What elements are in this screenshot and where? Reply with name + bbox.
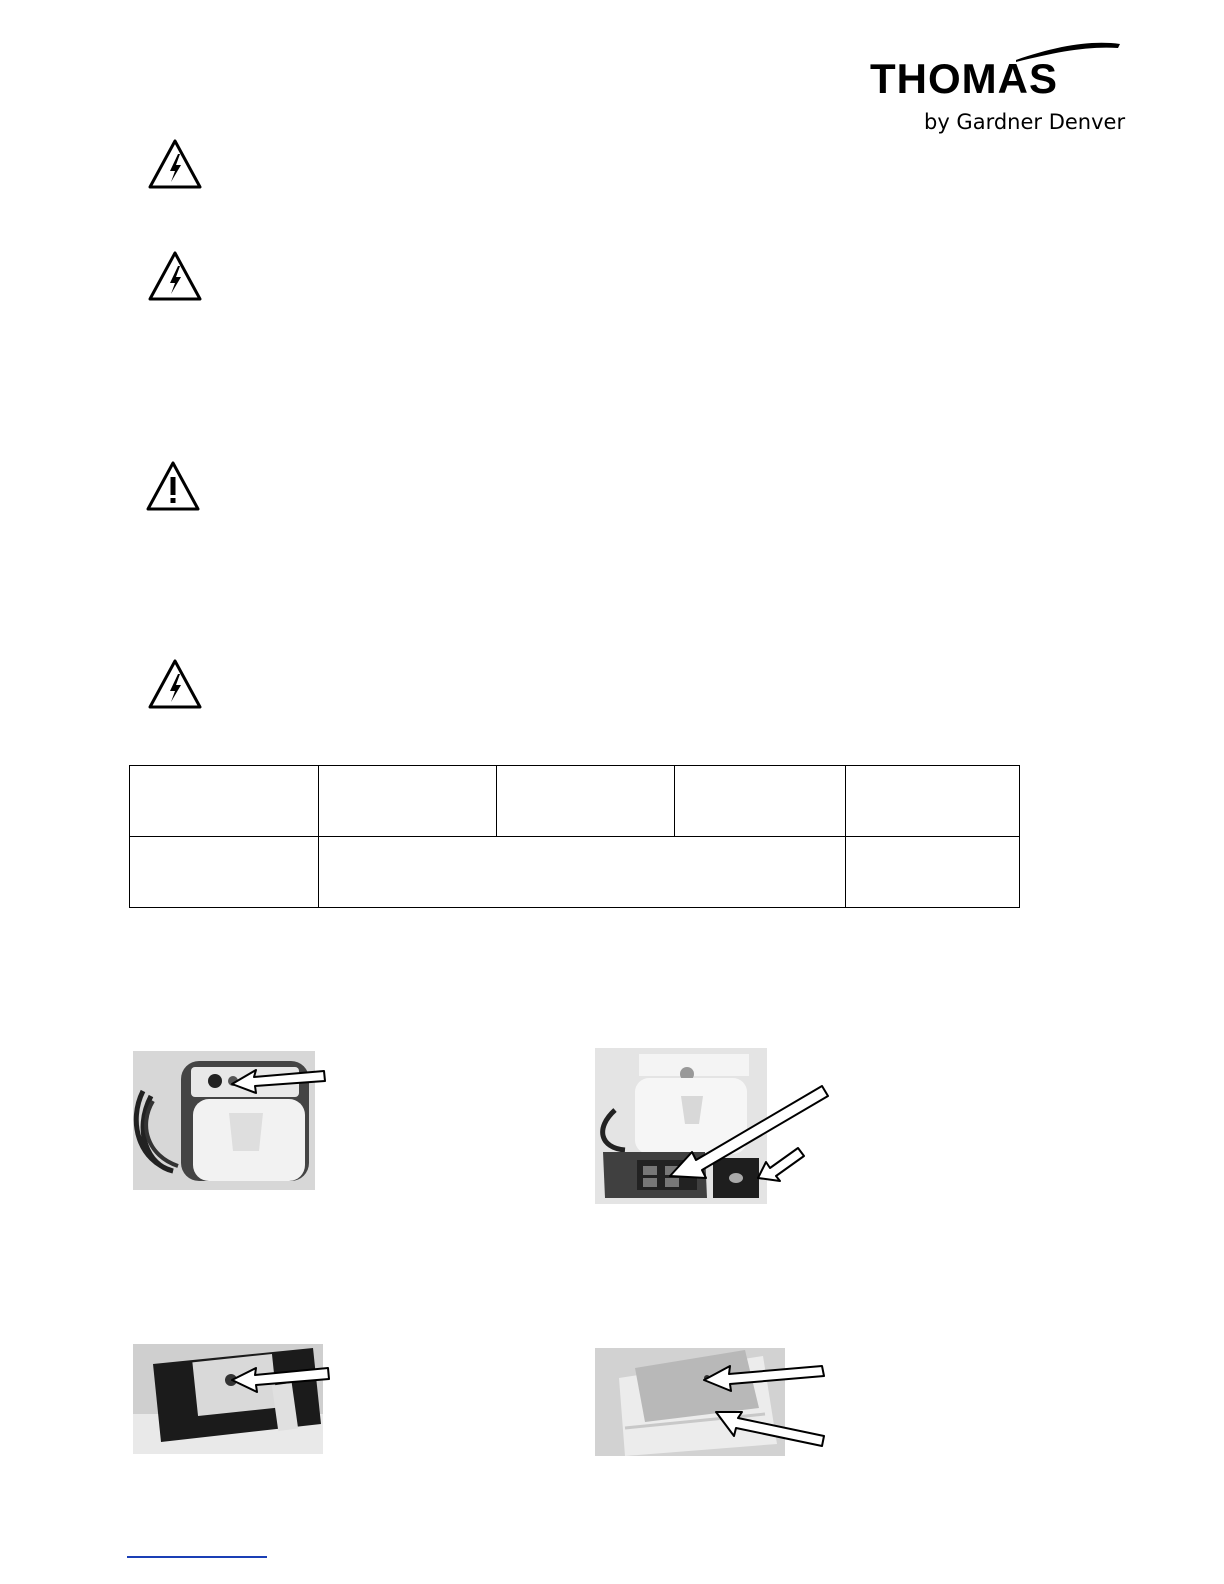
arrow-pointer-icon (228, 1364, 332, 1394)
arrow-pointer-icon (228, 1064, 328, 1094)
thomas-logo (866, 38, 1126, 138)
caution-exclamation-icon (145, 460, 201, 512)
table-cell (675, 766, 846, 837)
table-cell (319, 837, 846, 908)
logo-wordmark: THOMAS (870, 55, 1058, 102)
table-cell (130, 766, 319, 837)
electric-shock-warning-icon (147, 250, 203, 302)
arrow-pointer-icon (700, 1362, 828, 1392)
arrow-pointer-icon (752, 1144, 808, 1184)
table-cell (497, 766, 675, 837)
electric-shock-warning-icon (147, 138, 203, 190)
pump-photo-label (133, 1344, 323, 1454)
table-row (130, 766, 1020, 837)
logo-tagline: by Gardner Denver (924, 110, 1126, 134)
table-cell (130, 837, 319, 908)
table-row (130, 837, 1020, 908)
table-cell (319, 766, 497, 837)
arrow-pointer-icon (712, 1406, 828, 1448)
footer-link-underline[interactable] (127, 1556, 267, 1558)
table-cell (846, 837, 1020, 908)
electric-shock-warning-icon (147, 658, 203, 710)
table-cell (846, 766, 1020, 837)
spec-table (129, 765, 1020, 908)
